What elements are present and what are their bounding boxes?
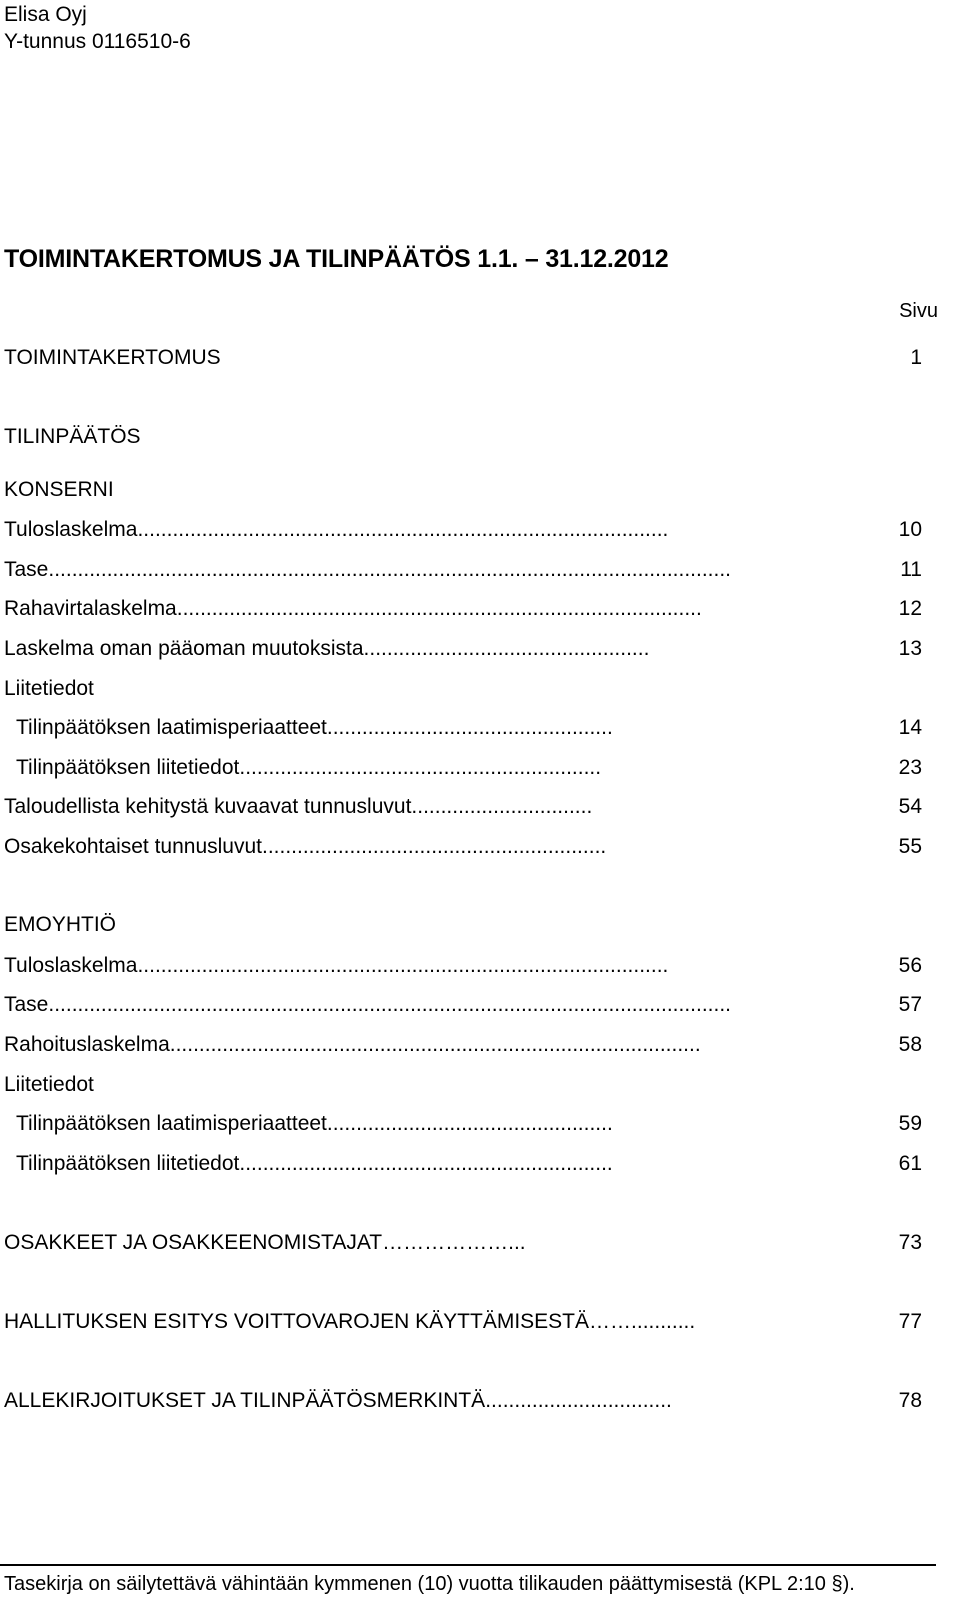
company-name: Elisa Oyj	[4, 3, 87, 26]
toc-entry	[4, 597, 940, 623]
toc-entry-text	[4, 954, 778, 978]
toc-entry-label: Tilinpäätöksen laatimisperiaatteet	[16, 716, 327, 739]
toc-entry	[16, 756, 940, 782]
toc-entry-toimintakertomus	[4, 346, 940, 372]
toc-entry-label: Tilinpäätöksen liitetiedot	[16, 756, 240, 779]
toc-entry-page: 13	[898, 637, 922, 660]
toc-entry-page: 73	[898, 1231, 922, 1254]
toc-entry-page: 55	[898, 835, 922, 858]
toc-entry	[4, 677, 940, 703]
toc-entry	[16, 1112, 940, 1138]
toc-entry-page: 59	[898, 1112, 922, 1135]
toc-entry-label: ALLEKIRJOITUKSET JA TILINPÄÄTÖSMERKINTÄ	[4, 1389, 486, 1412]
toc-entry-text	[4, 795, 778, 819]
toc-entry-text	[4, 1389, 778, 1413]
toc-entry	[4, 954, 940, 980]
toc-entry-leader: ..........................................................................................	[176, 597, 702, 620]
toc-entry-label: TOIMINTAKERTOMUS	[4, 346, 221, 369]
toc-entry-text	[4, 558, 778, 582]
toc-entry	[4, 518, 940, 544]
toc-entry-leader: .....................................................................................................................	[48, 558, 731, 581]
toc-entry-label: Tase	[4, 993, 49, 1016]
toc-entry-text	[4, 637, 778, 661]
toc-entry-leader: ...........................................................	[262, 835, 607, 858]
toc-entry	[4, 1310, 940, 1336]
toc-entry-label: Tilinpäätöksen liitetiedot	[16, 1152, 240, 1175]
toc-entry-leader: .................................................	[363, 637, 650, 660]
toc-entry-leader: ...........................................................................................	[137, 954, 669, 977]
toc-entry-text	[4, 1231, 778, 1255]
toc-entry-page: 58	[898, 1033, 922, 1056]
toc-entry-page: 23	[898, 756, 922, 779]
toc-entry-page: 78	[898, 1389, 922, 1412]
toc-entry-page: 56	[898, 954, 922, 977]
toc-entry-leader: ...........................................................................................	[137, 518, 669, 541]
toc-entry-label: Rahoituslaskelma	[4, 1033, 170, 1056]
toc-entry	[4, 993, 940, 1019]
toc-entry	[4, 1231, 940, 1257]
toc-entry-text	[4, 518, 778, 542]
toc-entry-text	[4, 835, 778, 859]
toc-entry-label: Taloudellista kehitystä kuvaavat tunnusluvut	[4, 795, 412, 818]
retention-note: Tasekirja on säilytettävä vähintään kymmenen (10) vuotta tilikauden päättymisestä (KPL 2:10 §).	[4, 1573, 855, 1595]
toc-entry-label: Tilinpäätöksen laatimisperiaatteet	[16, 1112, 327, 1135]
toc-entry-page: 12	[898, 597, 922, 620]
toc-entry-leader: ...........................................................................................	[169, 1033, 701, 1056]
page-column-label: Sivu	[899, 300, 938, 322]
toc-entry	[4, 795, 940, 821]
toc-entry-label: Liitetiedot	[4, 677, 94, 700]
toc-entry-label: Tase	[4, 558, 49, 581]
toc-entry-leader: .....................................................................................................................	[48, 993, 731, 1016]
toc-entry-text	[4, 1033, 778, 1057]
toc-entry-text	[4, 677, 778, 701]
toc-entry	[4, 1033, 940, 1059]
toc-entry-text	[16, 716, 778, 740]
toc-entry-label: Osakekohtaiset tunnusluvut	[4, 835, 262, 858]
section-heading-konserni: KONSERNI	[4, 478, 114, 501]
toc-entry-label: Tuloslaskelma	[4, 518, 138, 541]
section-heading-emoyhtio: EMOYHTIÖ	[4, 913, 117, 936]
toc-entry	[4, 1389, 940, 1415]
toc-entry-leader: ………………...	[382, 1231, 526, 1254]
footer-divider	[0, 1564, 936, 1566]
toc-entry-page: 61	[898, 1152, 922, 1175]
toc-entry-leader: .................................................	[326, 1112, 613, 1135]
toc-entry-leader: ...............................	[411, 795, 593, 818]
document-title: TOIMINTAKERTOMUS JA TILINPÄÄTÖS 1.1. – 31.12.2012	[4, 245, 669, 273]
toc-entry-text	[4, 1073, 778, 1097]
toc-entry-page: 10	[898, 518, 922, 541]
toc-entry-text	[16, 1152, 778, 1176]
toc-entry	[4, 835, 940, 861]
toc-entry	[16, 1152, 940, 1178]
toc-entry-label: Liitetiedot	[4, 1073, 94, 1096]
toc-entry-leader: ……...........	[589, 1310, 696, 1333]
business-id: Y-tunnus 0116510-6	[4, 30, 191, 53]
toc-entry	[16, 716, 940, 742]
toc-entry-text	[16, 1112, 778, 1136]
toc-entry-page: 54	[898, 795, 922, 818]
toc-entry-text	[4, 993, 778, 1017]
toc-entry-leader: .................................................	[326, 716, 613, 739]
toc-entry-page: 14	[898, 716, 922, 739]
toc-entry-page: 77	[898, 1310, 922, 1333]
toc-entry-label: Rahavirtalaskelma	[4, 597, 177, 620]
section-heading-tilinpaatos: TILINPÄÄTÖS	[4, 425, 141, 448]
toc-entry-leader: ..............................................................	[239, 756, 602, 779]
toc-entry-leader: ................................................................	[239, 1152, 613, 1175]
toc-entry-label: Tuloslaskelma	[4, 954, 138, 977]
toc-entry-label: HALLITUKSEN ESITYS VOITTOVAROJEN KÄYTTÄMISESTÄ	[4, 1310, 590, 1333]
toc-entry-page: 1	[910, 346, 922, 369]
toc-entry	[4, 637, 940, 663]
toc-entry-text	[4, 597, 778, 621]
toc-entry-text	[16, 756, 778, 780]
toc-entry-label: OSAKKEET JA OSAKKEENOMISTAJAT	[4, 1231, 383, 1254]
toc-entry-text	[4, 1310, 778, 1334]
toc-entry-page: 57	[898, 993, 922, 1016]
toc-entry-page: 11	[900, 558, 922, 581]
toc-entry	[4, 558, 940, 584]
toc-entry-leader: ................................	[485, 1389, 672, 1412]
toc-entry	[4, 1073, 940, 1099]
toc-entry-label: Laskelma oman pääoman muutoksista	[4, 637, 364, 660]
